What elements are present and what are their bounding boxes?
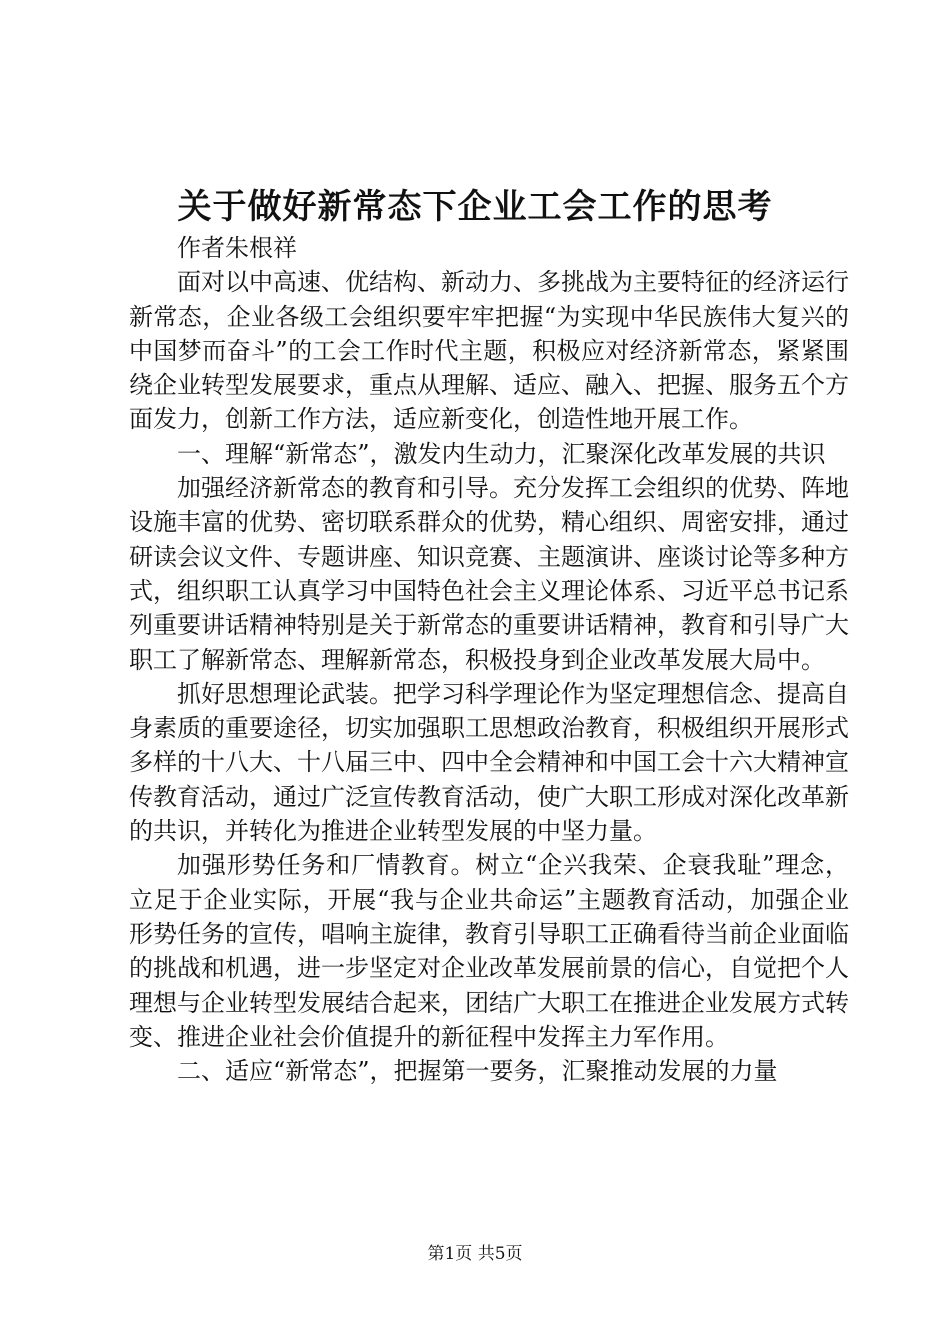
- paragraph-situation: 加强形势任务和厂情教育。树立“企兴我荣、企衰我耻”理念，立足于企业实际，开展“我与企业共命运”主题教育活动，加强企业形势任务的宣传，唱响主旋律，教育引导职工正确看待当前企业面临的挑战和机遇，进一步坚定对企业改革发展前景的信心，自觉把个人理想与企业转型发展结合起来，团结广大职工在推进企业发展方式转变、推进企业社会价值提升的新征程中发挥主力军作用。: [129, 851, 849, 1051]
- paragraph-theory: 抓好思想理论武装。把学习科学理论作为坚定理想信念、提高自身素质的重要途径，切实加强职工思想政治教育，积极组织开展形式多样的十八大、十八届三中、四中全会精神和中国工会十六大精神宣传教育活动，通过广泛宣传教育活动，使广大职工形成对深化改革新的共识，并转化为推进企业转型发展的中坚力量。: [129, 679, 849, 846]
- document-body: [129, 231, 849, 1088]
- paragraph-intro: 面对以中高速、优结构、新动力、多挑战为主要特征的经济运行新常态，企业各级工会组织要牢牢把握“为实现中华民族伟大复兴的中国梦而奋斗”的工会工作时代主题，积极应对经济新常态，紧紧围绕企业转型发展要求，重点从理解、适应、融入、把握、服务五个方面发力，创新工作方法，适应新变化，创造性地开展工作。: [129, 268, 849, 434]
- page-footer: 第1页 共5页: [427, 1244, 523, 1264]
- document-title: 关于做好新常态下企业工会工作的思考: [177, 187, 773, 227]
- section-heading-2: 二、适应“新常态”，把握第一要务，汇聚推动发展的力量: [177, 1057, 778, 1086]
- section-heading-1: 一、理解“新常态”，激发内生动力，汇聚深化改革发展的共识: [177, 439, 826, 468]
- author-line: 作者朱根祥: [177, 234, 297, 262]
- paragraph-education: 加强经济新常态的教育和引导。充分发挥工会组织的优势、阵地设施丰富的优势、密切联系群众的优势，精心组织、周密安排，通过研读会议文件、专题讲座、知识竞赛、主题演讲、座谈讨论等多种方式，组织职工认真学习中国特色社会主义理论体系、习近平总书记系列重要讲话精神特别是关于新常态的重要讲话精神，教育和引导广大职工了解新常态、理解新常态，积极投身到企业改革发展大局中。: [129, 474, 849, 674]
